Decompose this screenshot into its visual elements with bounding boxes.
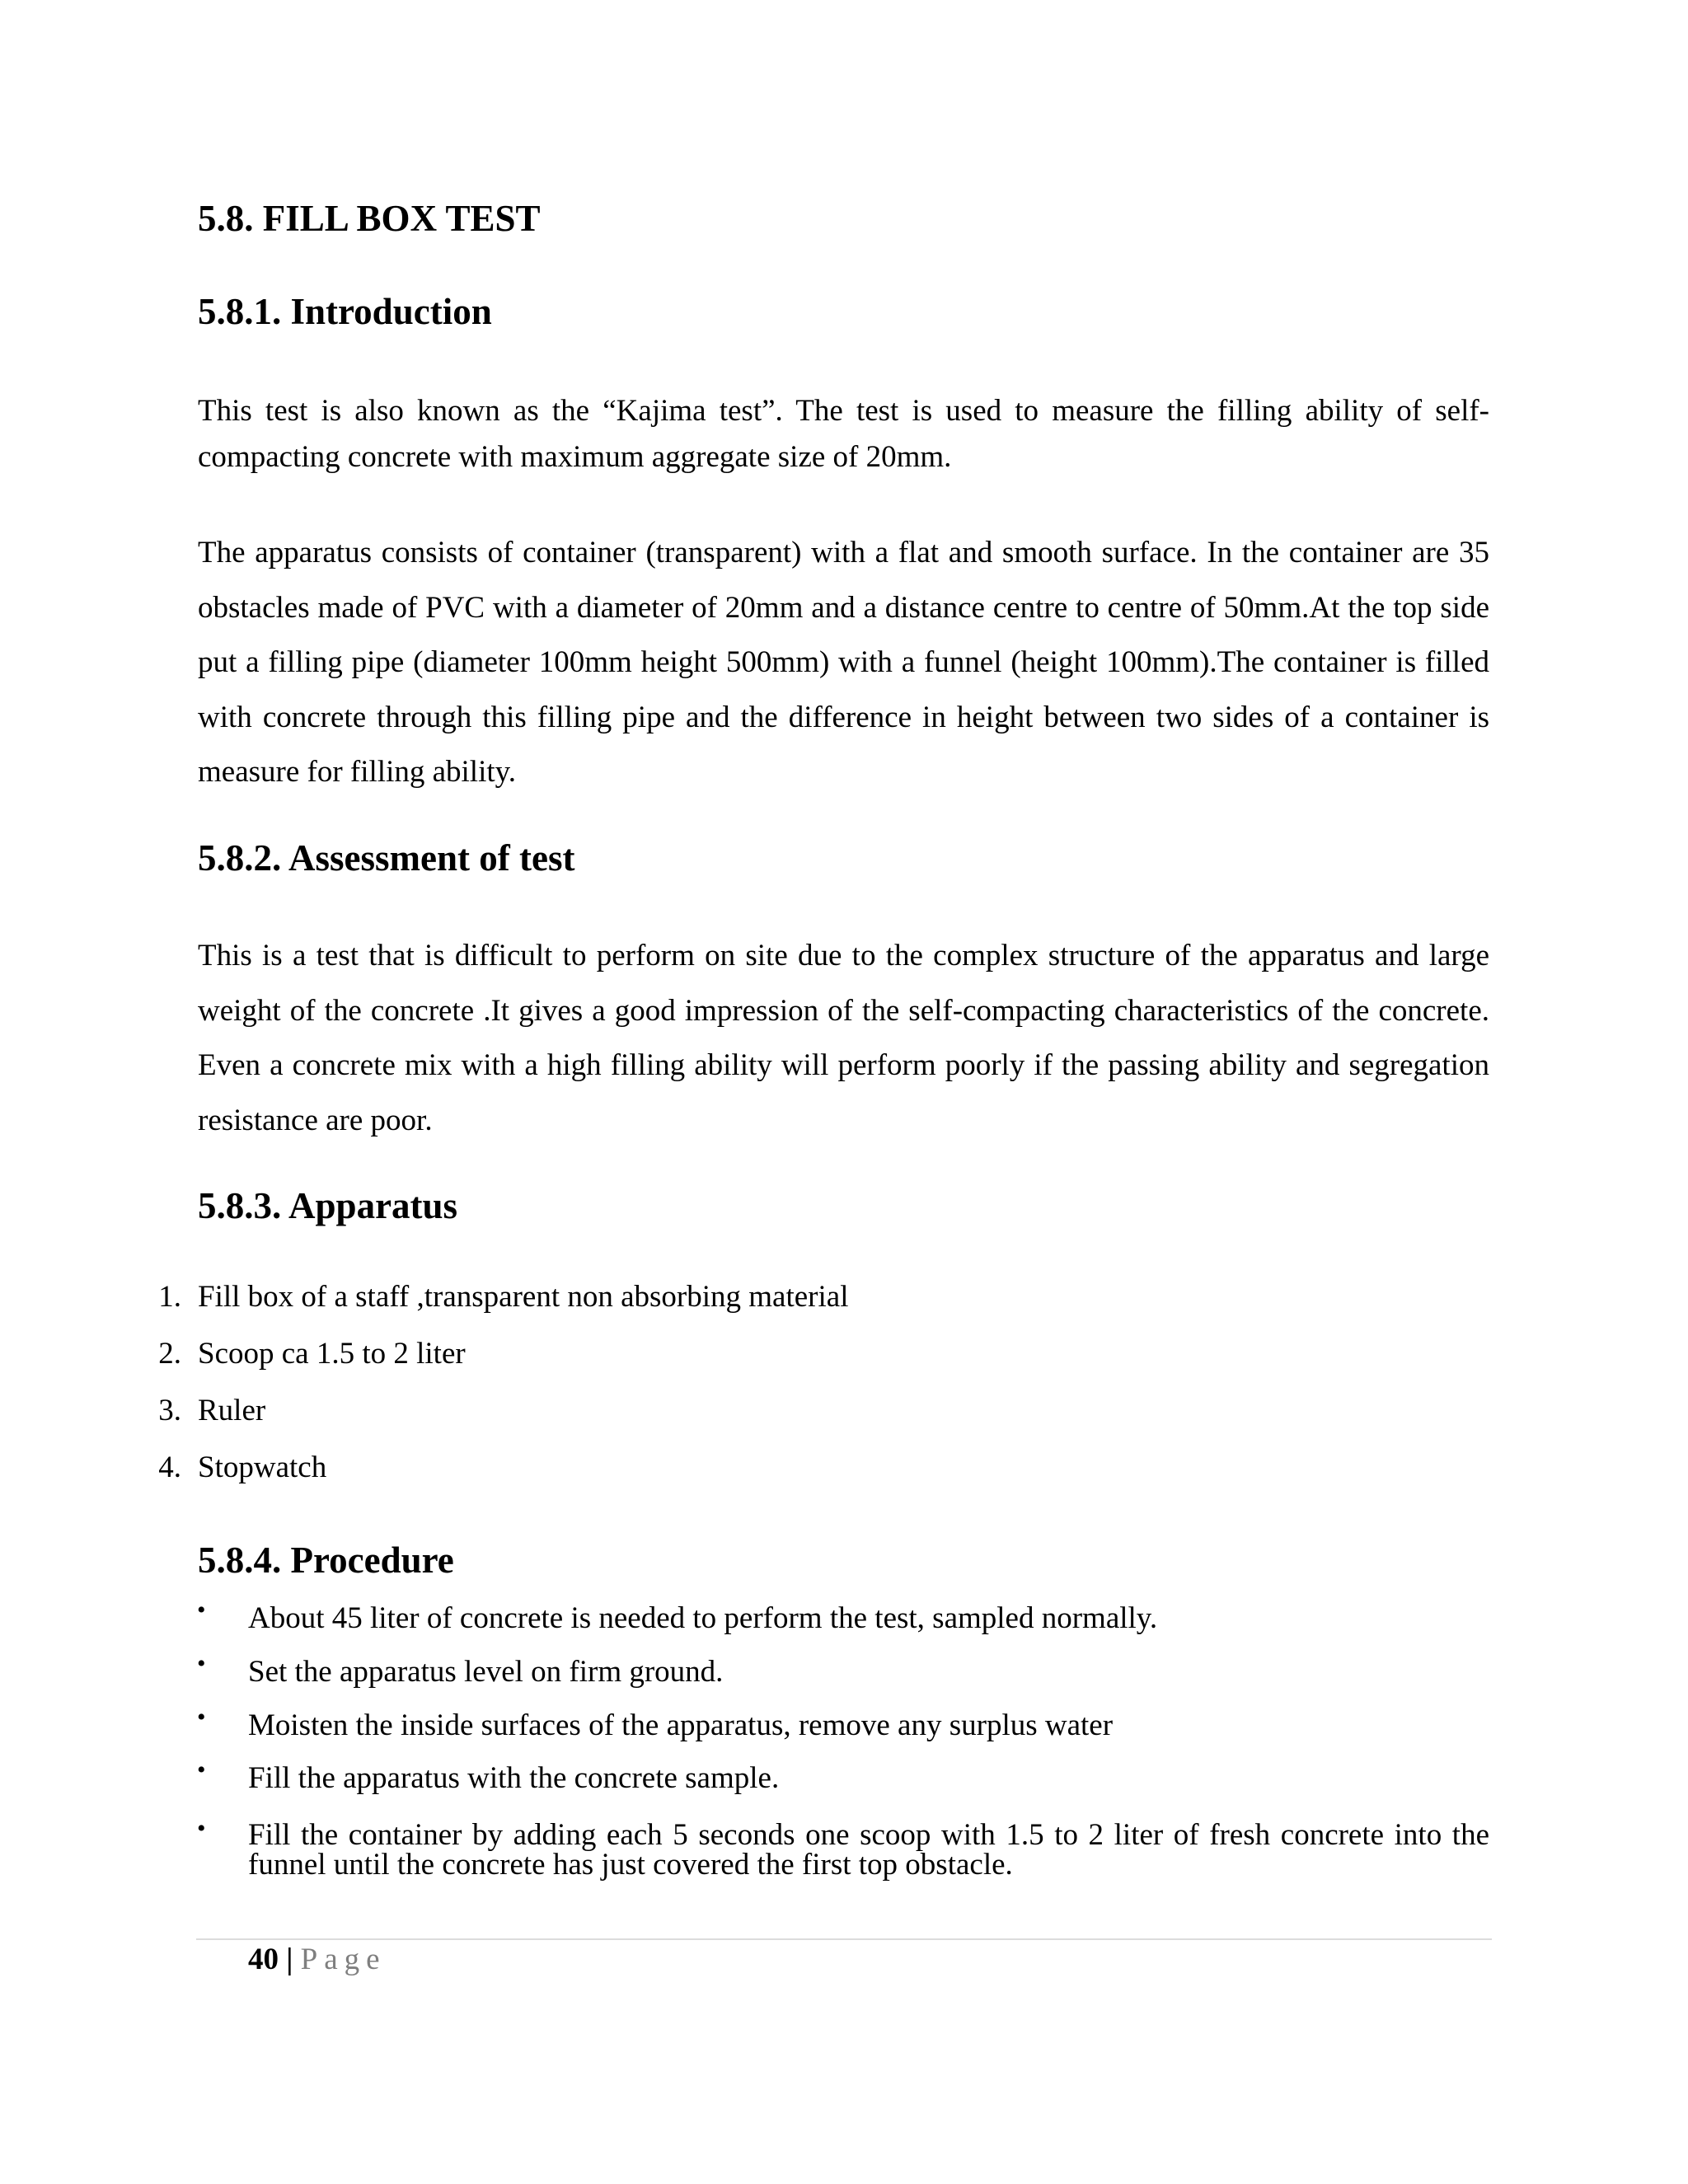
bullet-icon: • (197, 1756, 206, 1783)
footer-divider (196, 1938, 1492, 1940)
list-item: About 45 liter of concrete is needed to perform the test, sampled normally. (248, 1601, 1158, 1635)
introduction-paragraph-1: This test is also known as the “Kajima test”. The test is used to measure the filling ability of self-compacting concrete with maximum aggregate size of 20mm. (198, 394, 1489, 474)
bullet-icon: • (197, 1596, 206, 1624)
list-text: Stopwatch (198, 1451, 327, 1484)
list-item: Fill the apparatus with the concrete sample. (248, 1761, 780, 1795)
list-number: 3. (158, 1394, 181, 1427)
introduction-heading: 5.8.1. Introduction (198, 291, 492, 332)
list-item: Fill the container by adding each 5 seconds one scoop with 1.5 to 2 liter of fresh concrete into the funnel until the concrete has just covered the first top obstacle. (248, 1818, 1489, 1882)
page-footer (248, 1942, 387, 1978)
assessment-paragraph: This is a test that is difficult to perform on site due to the complex structure of the apparatus and large weight of the concrete .It gives a good impression of the self-compacting characteristics of the concrete. Even a concrete mix with a high filling ability will perform poorly if the passing ability and segregation resistance are poor. (198, 939, 1489, 1137)
bullet-icon: • (197, 1650, 206, 1677)
page-number: 40 (248, 1943, 279, 1976)
section-title: 5.8. FILL BOX TEST (198, 198, 541, 239)
list-number: 2. (158, 1337, 181, 1371)
bullet-icon: • (197, 1704, 206, 1731)
list-number: 1. (158, 1280, 181, 1314)
procedure-heading: 5.8.4. Procedure (198, 1540, 454, 1581)
bullet-icon: • (197, 1815, 206, 1842)
introduction-paragraph-2: The apparatus consists of container (transparent) with a flat and smooth surface. In the container are 35 obstacles made of PVC with a diameter of 20mm and a distance centre to centre of 50mm.At the top side put a filling pipe (diameter 100mm height 500mm) with a funnel (height 100mm).The container is filled with concrete through this filling pipe and the difference in height between two sides of a container is measure for filling ability. (198, 536, 1489, 789)
list-number: 4. (158, 1451, 181, 1484)
list-text: Ruler (198, 1394, 266, 1427)
assessment-heading: 5.8.2. Assessment of test (198, 837, 575, 879)
footer-separator: | (286, 1943, 293, 1976)
page-label: Page (300, 1943, 387, 1976)
apparatus-heading: 5.8.3. Apparatus (198, 1185, 458, 1226)
list-text: Scoop ca 1.5 to 2 liter (198, 1337, 466, 1371)
list-item: Moisten the inside surfaces of the apparatus, remove any surplus water (248, 1708, 1114, 1742)
list-text: Fill box of a staff ,transparent non absorbing material (198, 1280, 849, 1314)
list-item: Set the apparatus level on firm ground. (248, 1655, 724, 1689)
